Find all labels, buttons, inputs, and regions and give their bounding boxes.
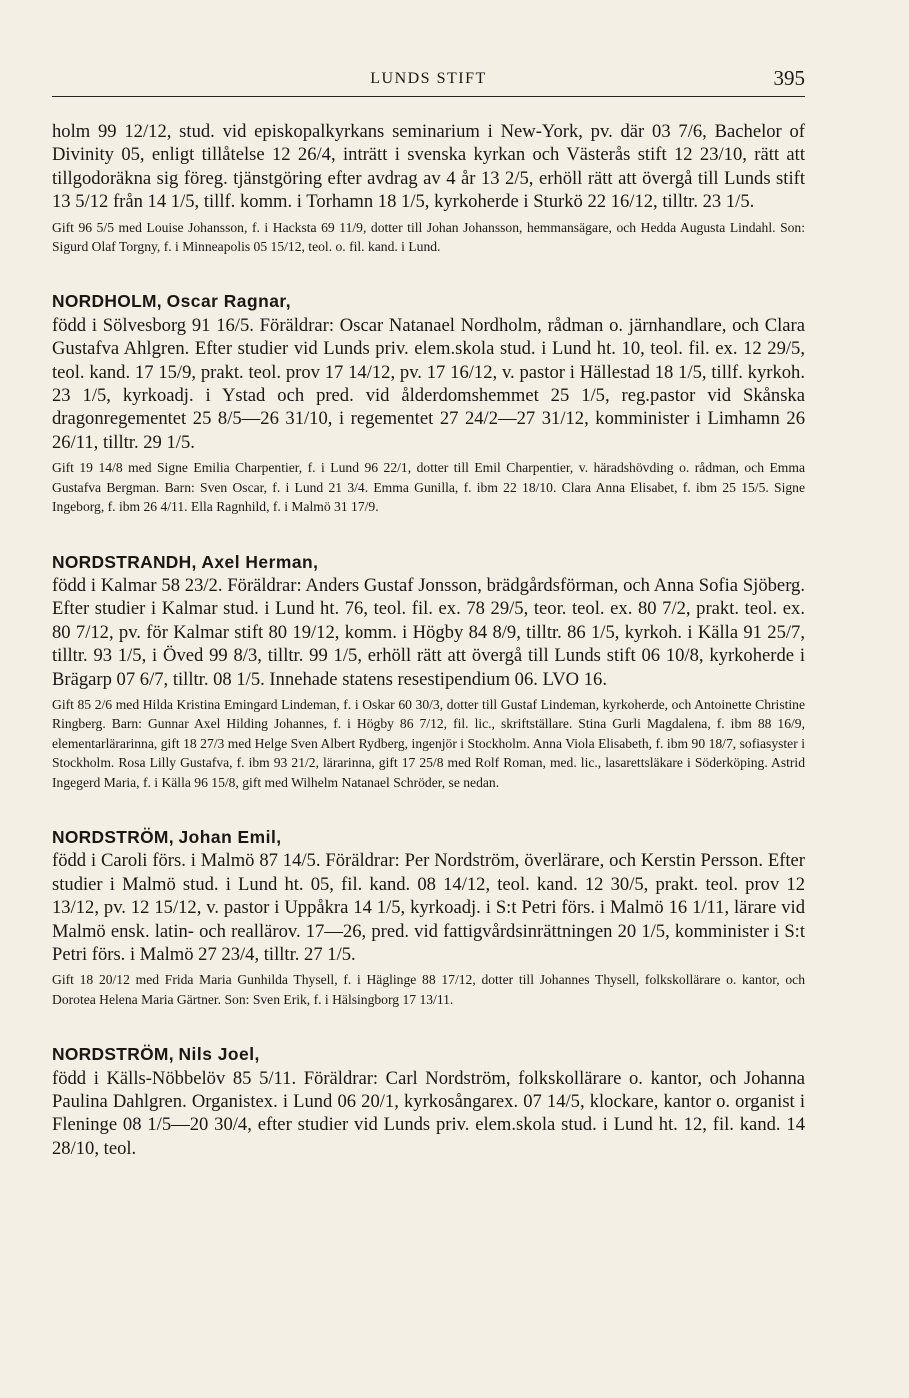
entry-nordstrandh-given: Axel Herman,	[201, 551, 319, 572]
entry-nordholm-heading	[52, 290, 805, 313]
entry-nordholm-text: född i Sölvesborg 91 16/5. Föräldrar: Oscar Natanael Nordholm, rådman o. järnhandlare, och Clara Gustafva Ahlgren. Efter studier vid Lunds priv. elem.skola stud. i Lund ht. 10, teol. fil. ex. 12 29/5, teol. kand. 17 15/9, prakt. teol. prov 17 14/12, pv. 17 16/12, v. pastor i Hällestad 18 1/5, tillf. kyrkoh. 23 1/5, kyrkoadj. i Ystad och pred. vid ålderdomshemmet 25 1/5, reg.pastor vid Skånska dragonregementet 25 8/5—26 31/10, i regementet 27 24/2—27 31/12, komminister i Limhamn 26 26/11, tilltr. 29 1/5.	[52, 314, 805, 453]
entry-nordholm	[52, 290, 805, 516]
entry-nordstrom-nils	[52, 1043, 805, 1160]
entry-nordstrandh-family: Gift 85 2/6 med Hilda Kristina Emingard Lindeman, f. i Oskar 60 30/3, dotter till Gustaf Lindeman, kyrkoherde, och Antoinette Christine Ringberg. Barn: Gunnar Axel Hilding Johannes, f. i Högby 86 7/12, fil. lic., skriftställare. Stina Gurli Magdalena, f. ibm 88 16/9, elementarlärarinna, gift 18 27/3 med Helge Sven Albert Rydberg, ingenjör i Stockholm. Anna Viola Elisabeth, f. ibm 90 18/7, sofiasyster i Stockholm. Rosa Lilly Gustafva, f. ibm 93 21/2, lärarinna, gift 17 25/8 med Rolf Roman, med. lic., lasarettsläkare i Söderköping. Astrid Ingegerd Maria, f. i Källa 96 15/8, gift med Wilhelm Natanael Schröder, se nedan.	[52, 696, 805, 790]
entry-nordstrom-nils-heading	[52, 1043, 805, 1066]
entry-nordstrom-johan	[52, 826, 805, 1009]
entry-nordstrandh-heading	[52, 551, 805, 574]
entry-holm-text: holm 99 12/12, stud. vid episkopalkyrkans seminarium i New-York, pv. där 03 7/6, Bachelor of Divinity 05, enligt tillåtelse 12 26/4, inträtt i svenska kyrkan och Västerås stift 12 23/10, rätt att tillgodoräkna sig föreg. tjänstgöring efter avdrag av 4 år 13 2/5, erhöll rätt att övergå till Lunds stift 13 5/12 från 14 1/5, tillf. komm. i Torhamn 18 1/5, kyrkoherde i Sturkö 22 16/12, tilltr. 23 1/5.	[52, 121, 805, 213]
entry-nordstrom-nils-given: Nils Joel,	[178, 1044, 260, 1065]
entry-nordstrom-johan-family: Gift 18 20/12 med Frida Maria Gunhilda Thysell, f. i Häglinge 88 17/12, dotter till Johannes Thysell, folkskollärare o. kantor, och Dorotea Helena Maria Gärtner. Son: Sven Erik, f. i Hälsingborg 17 13/11.	[52, 972, 805, 1007]
entry-holm	[52, 120, 805, 256]
page-content	[52, 120, 805, 1160]
entry-nordstrom-nils-surname: NORDSTRÖM,	[52, 1044, 174, 1065]
entry-nordstrom-johan-heading	[52, 826, 805, 849]
entry-nordstrandh-surname: NORDSTRANDH,	[52, 551, 197, 572]
entry-holm-family: Gift 96 5/5 med Louise Johansson, f. i Hacksta 69 11/9, dotter till Johan Johansson, hemmansägare, och Hedda Augusta Lindahl. Son: Sigurd Olaf Torgny, f. i Minneapolis 05 15/12, teol. o. fil. kand. i Lund.	[52, 219, 805, 255]
running-title: LUNDS STIFT	[370, 70, 487, 87]
entry-nordstrom-johan-text: född i Caroli förs. i Malmö 87 14/5. Föräldrar: Per Nordström, överlärare, och Kerstin Persson. Efter studier i Malmö stud. i Lund ht. 05, fil. kand. 08 14/12, teol. kand. 12 30/5, prakt. teol. prov 12 13/12, pv. 12 15/12, v. pastor i Uppåkra 14 1/5, kyrkoadj. i S:t Petri förs. i Malmö 16 1/11, lärare vid Malmö ensk. latin- och reallärov. 17—26, pred. vid fattigvårdsinrättningen 20 1/5, komminister i S:t Petri förs. i Malmö 27 23/4, tilltr. 27 1/5.	[52, 850, 805, 965]
entry-nordstrom-nils-text: född i Källs-Nöbbelöv 85 5/11. Föräldrar: Carl Nordström, folkskollärare o. kantor, och Johanna Paulina Dahlgren. Organistex. i Lund 06 20/1, kyrkosångarex. 07 14/5, klockare, kantor o. organist i Fleninge 08 1/5—20 30/4, efter studier vid Lunds priv. elem.skola stud. i Lund ht. 12, fil. kand. 14 28/10, teol.	[52, 1067, 805, 1159]
entry-nordstrandh	[52, 551, 805, 792]
entry-nordstrom-johan-given: Johan Emil,	[178, 826, 282, 847]
entry-nordholm-family: Gift 19 14/8 med Signe Emilia Charpentier, f. i Lund 96 22/1, dotter till Emil Charpentier, v. häradshövding o. rådman, och Emma Gustafva Bergman. Barn: Sven Oscar, f. i Lund 21 3/4. Emma Gunilla, f. ibm 22 18/10. Clara Anna Elisabet, f. ibm 25 15/5. Signe Ingeborg, f. ibm 26 4/11. Ella Ragnhild, f. i Malmö 31 17/9.	[52, 460, 805, 515]
entry-nordholm-surname: NORDHOLM,	[52, 291, 162, 312]
page-header	[52, 66, 805, 97]
entry-nordstrom-johan-surname: NORDSTRÖM,	[52, 826, 174, 847]
page-number: 395	[773, 66, 805, 90]
entry-nordholm-given: Oscar Ragnar,	[166, 291, 292, 312]
entry-nordstrandh-text: född i Kalmar 58 23/2. Föräldrar: Anders Gustaf Jonsson, brädgårdsförman, och Anna Sofia Sjöberg. Efter studier i Kalmar stud. i Lund ht. 76, teol. fil. ex. 78 29/5, teor. teol. ex. 80 7/2, prakt. teol. ex. 80 7/12, pv. för Kalmar stift 80 19/12, komm. i Högby 84 8/9, tilltr. 86 1/5, kyrkoh. i Källa 91 25/7, tilltr. 93 1/5, i Öved 99 8/3, tilltr. 99 1/5, erhöll rätt att övergå till Lunds stift 06 10/8, kyrkoherde i Brägarp 07 6/7, tilltr. 08 1/5. Innehade statens resestipendium 06. LVO 16.	[52, 574, 805, 690]
